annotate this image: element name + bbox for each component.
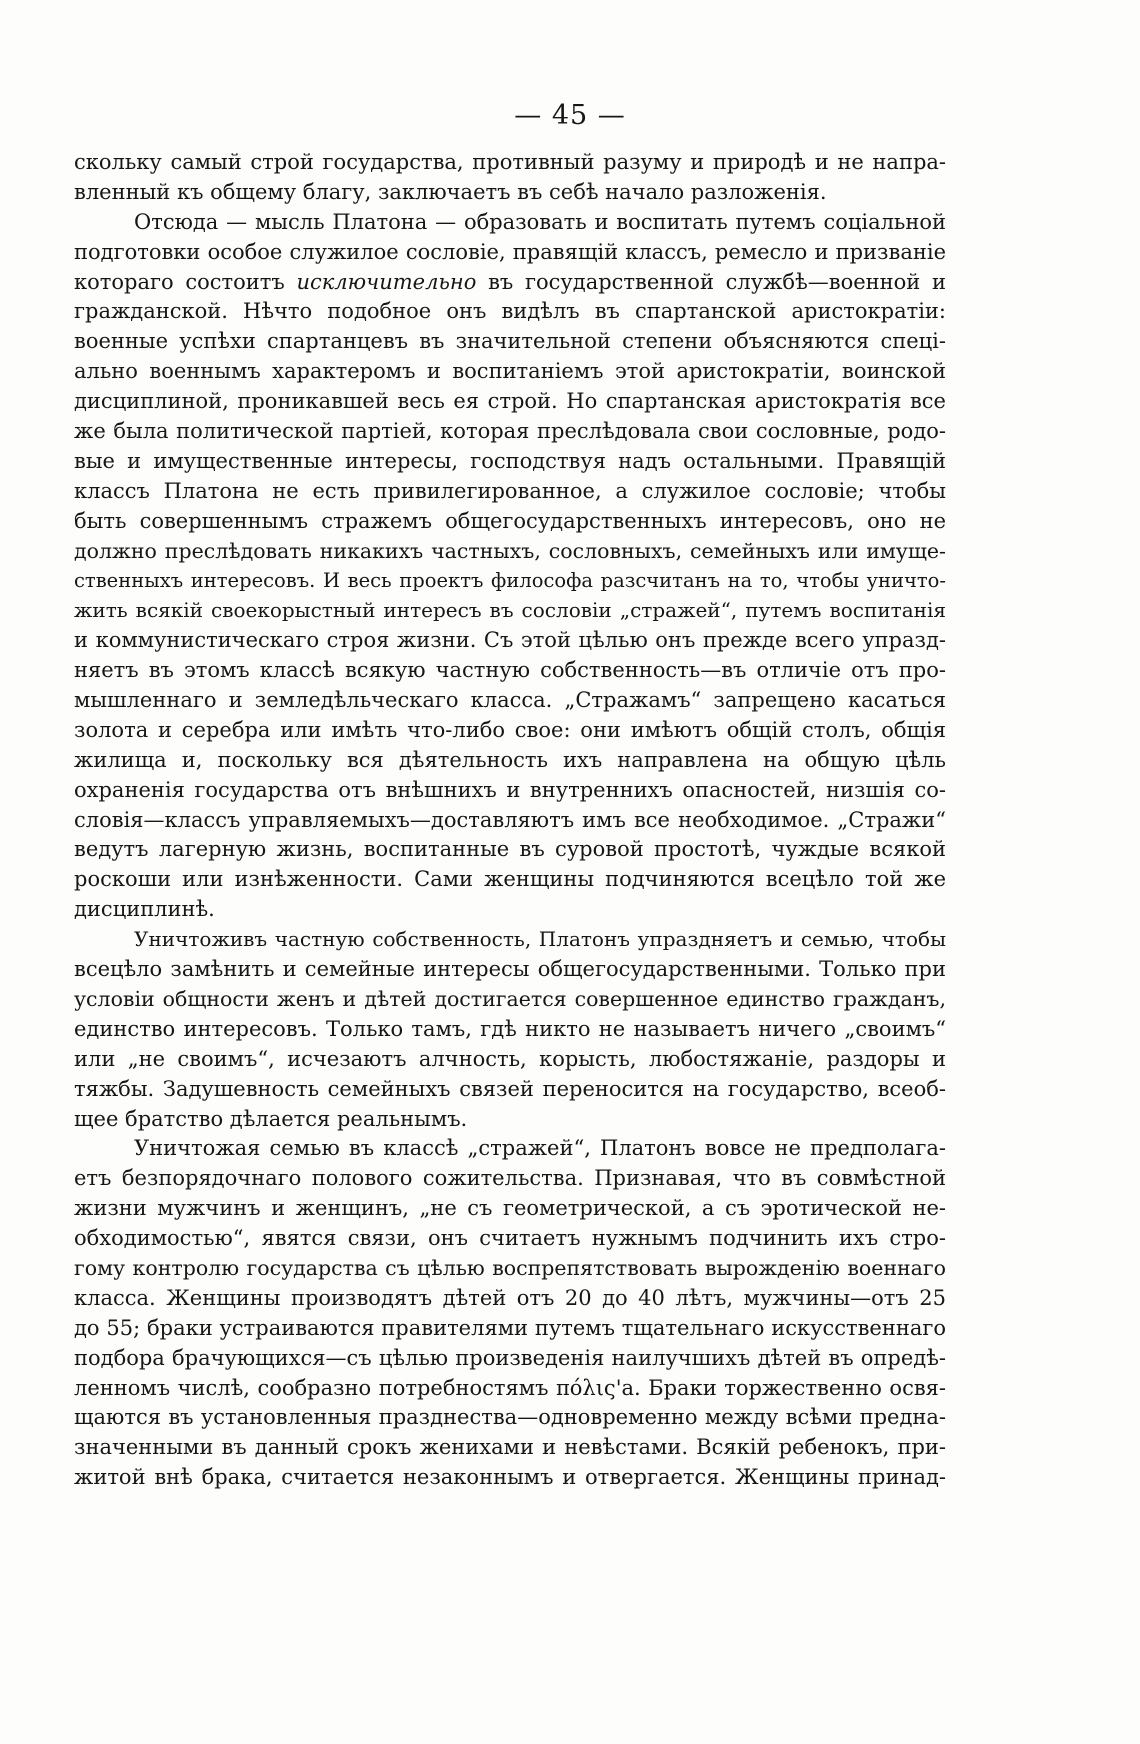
text-line bbox=[74, 447, 946, 477]
body-text bbox=[74, 148, 946, 1493]
text-segment: подготовки особое служилое сословіе, правящій классъ, ремесло и призваніе bbox=[74, 239, 946, 264]
text-segment: етъ безпорядочнаго полового сожительства. Признавая, что въ совмѣстной bbox=[74, 1166, 946, 1191]
text-segment: Уничтоживъ частную собственность, Платонъ упраздняетъ и семью, чтобы bbox=[134, 927, 946, 952]
text-line bbox=[74, 1134, 946, 1164]
text-segment: мышленнаго и земледѣльческаго класса. „Стражамъ“ запрещено касаться bbox=[74, 688, 946, 713]
text-line bbox=[74, 1433, 946, 1463]
text-line bbox=[74, 208, 946, 238]
text-line bbox=[74, 1254, 946, 1284]
text-segment: вленный къ общему благу, заключаетъ въ себѣ начало разложенія. bbox=[74, 179, 827, 204]
text-line bbox=[74, 596, 946, 626]
text-segment: подбора брачующихся—съ цѣлью произведенія наилучшихъ дѣтей въ опредѣ- bbox=[74, 1345, 946, 1370]
text-segment: класса. Женщины производятъ дѣтей отъ 20 до 40 лѣтъ, мужчины—отъ 25 bbox=[74, 1285, 946, 1310]
text-line bbox=[74, 925, 946, 955]
text-line bbox=[74, 1224, 946, 1254]
text-segment: роскоши или изнѣженности. Сами женщины подчиняются всецѣло той же bbox=[74, 867, 946, 892]
text-line bbox=[74, 806, 946, 836]
text-segment: няетъ въ этомъ классѣ всякую частную собственность—въ отличіе отъ про- bbox=[74, 658, 946, 683]
text-segment: военные успѣхи спартанцевъ въ значительной степени объясняются спеці- bbox=[74, 329, 946, 354]
text-line bbox=[74, 357, 946, 387]
text-segment: Отсюда — мысль Платона — образовать и воспитать путемъ соціальной bbox=[134, 209, 946, 234]
text-line bbox=[74, 178, 946, 208]
text-line bbox=[74, 1403, 946, 1433]
text-segment: ведутъ лагерную жизнь, воспитанные въ суровой простотѣ, чуждые всякой bbox=[74, 837, 946, 862]
text-line bbox=[74, 865, 946, 895]
text-line bbox=[74, 895, 946, 925]
text-line bbox=[74, 566, 946, 596]
text-segment: или „не своимъ“, исчезаютъ алчность, корысть, любостяжаніе, раздоры и bbox=[74, 1046, 946, 1071]
text-segment: обходимостью“, явятся связи, онъ считаетъ нужнымъ подчинить ихъ стро- bbox=[74, 1226, 946, 1251]
text-line bbox=[74, 1015, 946, 1045]
text-segment: же была политической партіей, которая преслѣдовала свои сословные, родо- bbox=[74, 419, 946, 444]
text-segment: тяжбы. Задушевность семейныхъ связей переносится на государство, всеоб- bbox=[74, 1076, 946, 1101]
text-line bbox=[74, 1105, 946, 1135]
text-segment: охраненія государства отъ внѣшнихъ и внутреннихъ опасностей, низшія со- bbox=[74, 777, 946, 802]
text-line bbox=[74, 477, 946, 507]
text-segment: всецѣло замѣнить и семейные интересы общегосударственными. Только при bbox=[74, 957, 946, 982]
text-line bbox=[74, 148, 946, 178]
text-segment: до 55; браки устраиваются правителями путемъ тщательнаго искусственнаго bbox=[74, 1315, 946, 1340]
text-segment: дисциплиной, проникавшей весь ея строй. Но спартанская аристократія все bbox=[74, 389, 946, 414]
text-line bbox=[74, 387, 946, 417]
text-line bbox=[74, 716, 946, 746]
text-line bbox=[74, 1164, 946, 1194]
text-line bbox=[74, 297, 946, 327]
text-line bbox=[74, 1374, 946, 1404]
text-segment: единство интересовъ. Только тамъ, гдѣ никто не называетъ ничего „своимъ“ bbox=[74, 1016, 946, 1041]
text-segment: скольку самый строй государства, противный разуму и природѣ и не напра- bbox=[74, 150, 946, 174]
text-segment: золота и серебра или имѣть что-либо свое: они имѣютъ общій столъ, общія bbox=[74, 717, 946, 742]
text-segment: быть совершеннымъ стражемъ общегосударственныхъ интересовъ, оно не bbox=[74, 508, 946, 533]
text-line bbox=[74, 1045, 946, 1075]
text-line bbox=[74, 268, 946, 298]
text-segment: жилища и, поскольку вся дѣятельность ихъ направлена на общую цѣль bbox=[74, 747, 946, 772]
text-line bbox=[74, 1463, 946, 1493]
text-line bbox=[74, 1314, 946, 1344]
page-number: — 45 — bbox=[514, 100, 626, 131]
text-segment: должно преслѣдовать никакихъ частныхъ, сословныхъ, семейныхъ или имуще- bbox=[74, 538, 946, 563]
text-segment: Уничтожая семью въ классѣ „стражей“, Платонъ вовсе не предполага- bbox=[134, 1136, 946, 1161]
text-line bbox=[74, 985, 946, 1015]
text-line bbox=[74, 507, 946, 537]
text-segment: дисциплинѣ. bbox=[74, 897, 215, 922]
text-line bbox=[74, 327, 946, 357]
text-line bbox=[74, 1075, 946, 1105]
text-segment: въ государственной службѣ—военной и bbox=[476, 269, 946, 294]
text-line bbox=[74, 776, 946, 806]
text-segment: словія—классъ управляемыхъ—доставляютъ имъ все необходимое. „Стражи“ bbox=[74, 807, 946, 832]
text-segment: вые и имущественные интересы, господствуя надъ остальными. Правящій bbox=[74, 448, 946, 473]
text-line bbox=[74, 417, 946, 447]
text-line bbox=[74, 835, 946, 865]
text-line bbox=[74, 537, 946, 567]
text-line bbox=[74, 656, 946, 686]
text-segment: жизни мужчинъ и женщинъ, „не съ геометрической, а съ эротической не- bbox=[74, 1196, 946, 1221]
emphasized-word: исключительно bbox=[296, 269, 477, 294]
text-segment: гому контролю государства съ цѣлью воспрепятствовать вырожденію военнаго bbox=[74, 1255, 946, 1280]
text-line bbox=[74, 626, 946, 656]
text-segment: жить всякій своекорыстный интересъ въ сословіи „стражей“, путемъ воспитанія bbox=[74, 598, 946, 623]
text-segment: условіи общности женъ и дѣтей достигается совершенное единство гражданъ, bbox=[74, 986, 946, 1011]
text-segment: гражданской. Нѣчто подобное онъ видѣлъ въ спартанской аристократіи: bbox=[74, 299, 946, 324]
text-segment: и коммунистическаго строя жизни. Съ этой цѣлью онъ прежде всего упразд- bbox=[74, 628, 946, 653]
text-segment: щаются въ установленныя празднества—одновременно между всѣми предна- bbox=[74, 1405, 946, 1430]
text-segment: ально военнымъ характеромъ и воспитаніемъ этой аристократіи, воинской bbox=[74, 359, 946, 384]
text-segment: житой внѣ брака, считается незаконнымъ и отвергается. Женщины принад- bbox=[74, 1465, 946, 1490]
text-line bbox=[74, 746, 946, 776]
text-segment: ленномъ числѣ, сообразно потребностямъ πόλις'а. Браки торжественно освя- bbox=[74, 1375, 946, 1400]
text-line bbox=[74, 1194, 946, 1224]
text-segment: классъ Платона не есть привилегированное, а служилое сословіе; чтобы bbox=[74, 478, 946, 503]
text-segment: котораго состоитъ bbox=[74, 269, 297, 294]
text-segment: значенными въ данный срокъ женихами и невѣстами. Всякій ребенокъ, при- bbox=[74, 1435, 946, 1460]
text-line bbox=[74, 238, 946, 268]
text-segment: щее братство дѣлается реальнымъ. bbox=[74, 1106, 468, 1131]
text-segment: ственныхъ интересовъ. И весь проектъ философа разсчитанъ на то, чтобы уничто- bbox=[74, 569, 946, 593]
text-line bbox=[74, 686, 946, 716]
text-line bbox=[74, 955, 946, 985]
text-line bbox=[74, 1284, 946, 1314]
text-line bbox=[74, 1344, 946, 1374]
